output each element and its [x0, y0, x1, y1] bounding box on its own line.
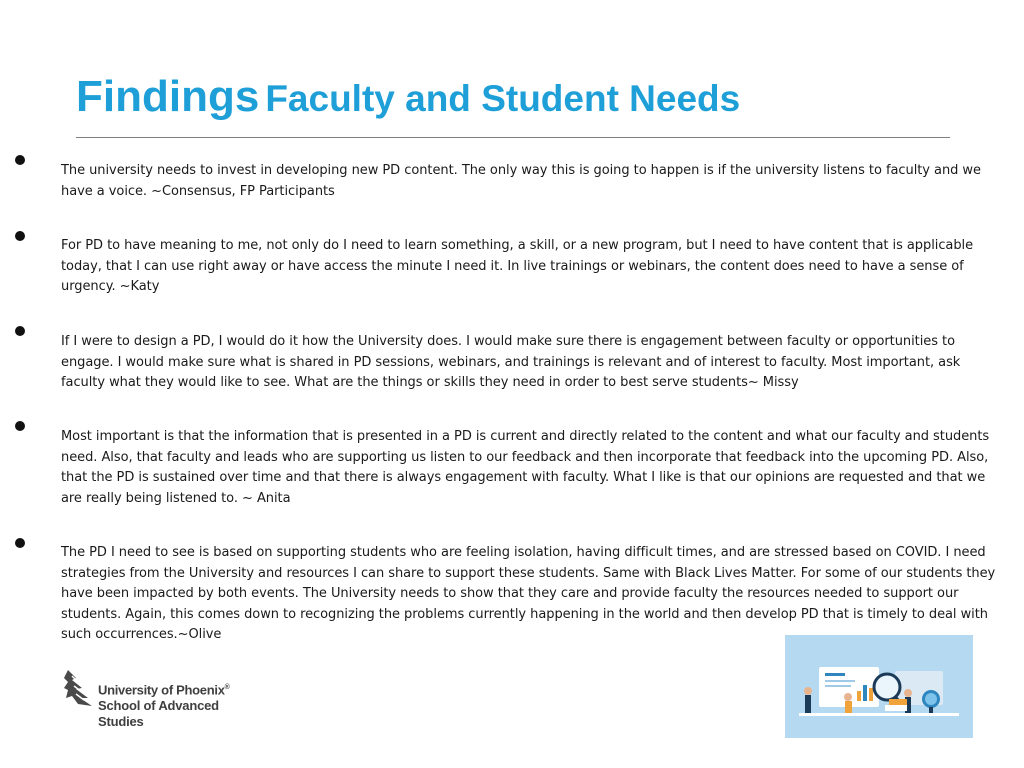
title-divider	[76, 137, 950, 138]
quote-5: The PD I need to see is based on supporting students who are feeling isolation, having difficult times, and are stressed based on COVID. I need strategies from the University and resources I can share to support these students. Same with Black Lives Matter. For some of our students they have been impacted by both events. The University needs to show that they care and provide faculty the resources needed to support our students. Again, this comes down to recognizing the problems currently happening in the world and then develop PD that is timely to deal with such occurrences.~Olive	[61, 545, 996, 643]
bullet-2	[15, 231, 25, 241]
quote-2: For PD to have meaning to me, not only do I need to learn something, a skill, or a new program, but I need to have content that is applicable today, that I can use right away or have access the minute I need it. In live trainings or webinars, the content does need to have a sense of urgency. ~Katy	[61, 238, 974, 295]
logo-trademark: ®	[224, 684, 230, 691]
phoenix-logo-icon	[62, 668, 96, 708]
quote-3: If I were to design a PD, I would do it how the University does. I would make sure there is engagement between faculty or opportunities to engage. I would make sure what is shared in PD sessions, webinars, and trainings is relevant and of interest to faculty. Most important, ask faculty what they would like to see. What are the things or skills they need in order to best serve students~ Missy	[61, 334, 961, 391]
logo-line-3: Studies	[98, 714, 144, 730]
bullet-5	[15, 538, 25, 548]
title-sub: Faculty and Student Needs	[265, 78, 741, 119]
research-illustration	[785, 635, 973, 738]
quote-4: Most important is that the information that is presented in a PD is current and directly related to the content and what our faculty and students need. Also, that faculty and leads who are supporting us listen to our feedback and then incorporate that feedback into the upcoming PD. Also, that the PD is sustained over time and that there is always engagement with faculty. What I like is that our opinions are requested and that we are really being listened to. ~ Anita	[61, 429, 990, 506]
university-logo	[62, 668, 242, 732]
logo-text	[98, 680, 229, 730]
slide-title	[76, 72, 740, 122]
logo-line-1: University of Phoenix	[98, 682, 225, 698]
bullet-3	[15, 326, 25, 336]
title-main: Findings	[76, 72, 260, 121]
bullet-1	[15, 155, 25, 165]
quote-1: The university needs to invest in developing new PD content. The only way this is going to happen is if the university listens to faculty and we have a voice. ~Consensus, FP Participants	[61, 163, 981, 199]
logo-line-2: School of Advanced	[98, 698, 219, 714]
bullet-4	[15, 421, 25, 431]
illustration-graphic	[785, 635, 973, 738]
